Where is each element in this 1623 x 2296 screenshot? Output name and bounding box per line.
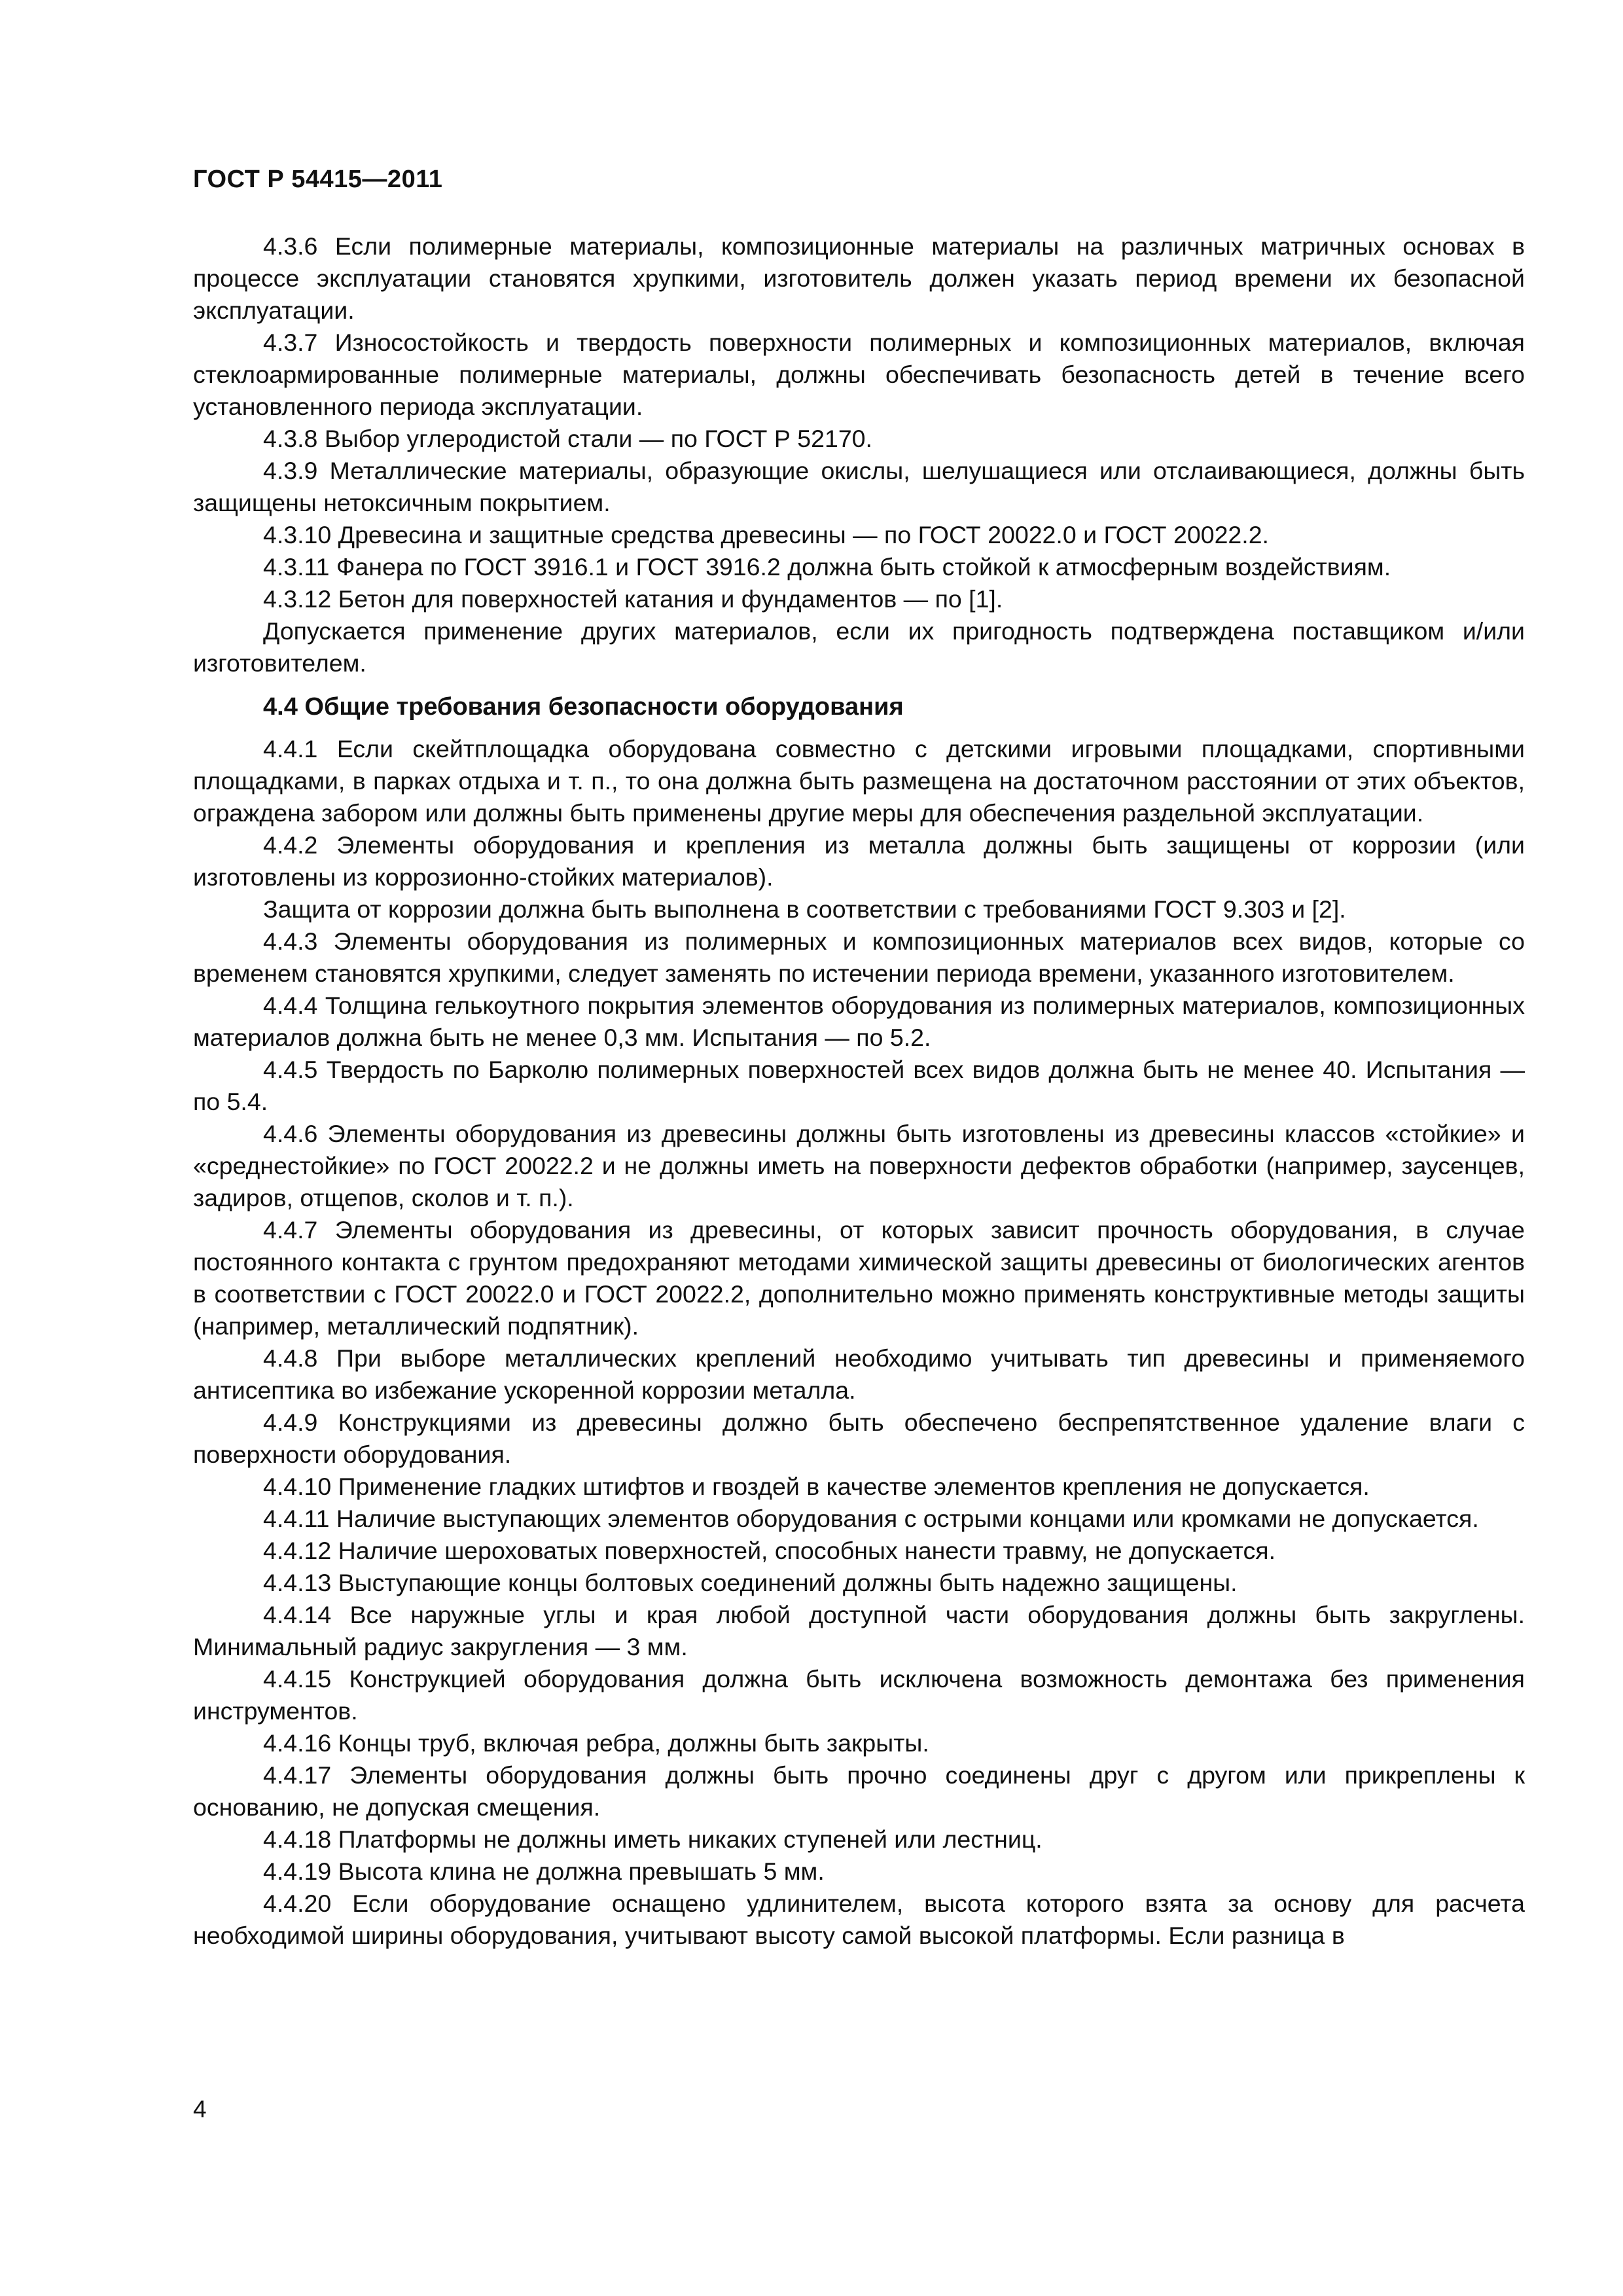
clause-4-4-2-note: Защита от коррозии должна быть выполнена в соответствии с требованиями ГОСТ 9.303 и [2].	[263, 895, 1346, 923]
clause-4-4-18: 4.4.18 Платформы не должны иметь никаких ступеней или лестниц.	[263, 1825, 1043, 1853]
document-header: ГОСТ Р 54415—2011	[193, 166, 443, 193]
clause-4-4-17: 4.4.17 Элементы оборудования должны быть прочно соединены друг с другом или прикреплены к основанию, не допуская смещения.	[193, 1761, 1525, 1821]
clause-4-4-9: 4.4.9 Конструкциями из древесины должно быть обеспечено беспрепятственное удаление влаги с поверхности оборудования.	[193, 1408, 1525, 1468]
document-body	[193, 230, 1525, 1952]
clause-4-3-6: 4.3.6 Если полимерные материалы, композиционные материалы на различных матричных основах в процессе эксплуатации становятся хрупкими, изготовитель должен указать период времени их безопасной эксплуатации.	[193, 232, 1525, 324]
clause-4-4-19: 4.4.19 Высота клина не должна превышать 5 мм.	[263, 1857, 825, 1885]
page-number: 4	[193, 2096, 207, 2123]
clause-4-3-11: 4.3.11 Фанера по ГОСТ 3916.1 и ГОСТ 3916.2 должна быть стойкой к атмосферным воздействиям.	[263, 553, 1391, 581]
clause-4-4-20: 4.4.20 Если оборудование оснащено удлинителем, высота которого взята за основу для расчета необходимой ширины оборудования, учитывают высоту самой высокой платформы. Если разница в	[193, 1890, 1525, 1949]
clause-4-3-7: 4.3.7 Износостойкость и твердость поверхности полимерных и композиционных материалов, включая стеклоармированные полимерные материалы, должны обеспечивать безопасность детей в течение всего установленного периода эксплуатации.	[193, 329, 1525, 420]
clause-4-3-9: 4.3.9 Металлические материалы, образующие окислы, шелушащиеся или отслаивающиеся, должны быть защищены нетоксичным покрытием.	[193, 457, 1525, 516]
clause-4-3-10: 4.3.10 Древесина и защитные средства древесины — по ГОСТ 20022.0 и ГОСТ 20022.2.	[263, 521, 1269, 548]
clause-4-4-1: 4.4.1 Если скейтплощадка оборудована совместно с детскими игровыми площадками, спортивными площадками, в парках отдыха и т. п., то она должна быть размещена на достаточном расстоянии от этих объектов, ограждена забором или должны быть применены другие меры для обеспечения раздельной эксплуатации.	[193, 735, 1525, 827]
clause-4-3-12: 4.3.12 Бетон для поверхностей катания и фундаментов — по [1].	[263, 585, 1003, 613]
clause-4-4-3: 4.4.3 Элементы оборудования из полимерных и композиционных материалов всех видов, которые со временем становятся хрупкими, следует заменять по истечении периода времени, указанного изготовителем.	[193, 927, 1525, 987]
clause-4-4-2: 4.4.2 Элементы оборудования и крепления из металла должны быть защищены от коррозии (или изготовлены из коррозионно-стойких материалов).	[193, 831, 1525, 891]
clause-4-4-15: 4.4.15 Конструкцией оборудования должна быть исключена возможность демонтажа без применения инструментов.	[193, 1665, 1525, 1725]
clause-4-4-11: 4.4.11 Наличие выступающих элементов оборудования с острыми концами или кромками не допускается.	[263, 1505, 1479, 1532]
clause-4-4-5: 4.4.5 Твердость по Барколю полимерных поверхностей всех видов должна быть не менее 40. Испытания — по 5.4.	[193, 1056, 1525, 1115]
clause-4-4-6: 4.4.6 Элементы оборудования из древесины должны быть изготовлены из древесины классов «стойкие» и «среднестойкие» по ГОСТ 20022.2 и не должны иметь на поверхности дефектов обработки (например, заусенцев, задиров, отщепов, сколов и т. п.).	[193, 1120, 1525, 1211]
clause-4-4-12: 4.4.12 Наличие шероховатых поверхностей, способных нанести травму, не допускается.	[263, 1537, 1275, 1564]
clause-4-3-note: Допускается применение других материалов, если их пригодность подтверждена поставщиком и/или изготовителем.	[193, 617, 1525, 677]
clause-4-4-14: 4.4.14 Все наружные углы и края любой доступной части оборудования должны быть закруглены. Минимальный радиус закругления — 3 мм.	[193, 1601, 1525, 1660]
section-heading-4-4: 4.4 Общие требования безопасности оборудования	[263, 693, 904, 721]
clause-4-4-7: 4.4.7 Элементы оборудования из древесины, от которых зависит прочность оборудования, в случае постоянного контакта с грунтом предохраняют методами химической защиты древесины от биологических агентов в соответствии с ГОСТ 20022.0 и ГОСТ 20022.2, дополнительно можно применять конструктивные методы защиты (например, металлический подпятник).	[193, 1216, 1525, 1340]
clause-4-3-8: 4.3.8 Выбор углеродистой стали — по ГОСТ Р 52170.	[263, 425, 872, 452]
clause-4-4-10: 4.4.10 Применение гладких штифтов и гвоздей в качестве элементов крепления не допускается.	[263, 1473, 1370, 1500]
clause-4-4-8: 4.4.8 При выборе металлических креплений необходимо учитывать тип древесины и применяемого антисептика во избежание ускоренной коррозии металла.	[193, 1344, 1525, 1404]
clause-4-4-4: 4.4.4 Толщина гелькоутного покрытия элементов оборудования из полимерных материалов, композиционных материалов должна быть не менее 0,3 мм. Испытания — по 5.2.	[193, 992, 1525, 1051]
clause-4-4-16: 4.4.16 Концы труб, включая ребра, должны быть закрыты.	[263, 1729, 929, 1757]
clause-4-4-13: 4.4.13 Выступающие концы болтовых соединений должны быть надежно защищены.	[263, 1569, 1238, 1596]
